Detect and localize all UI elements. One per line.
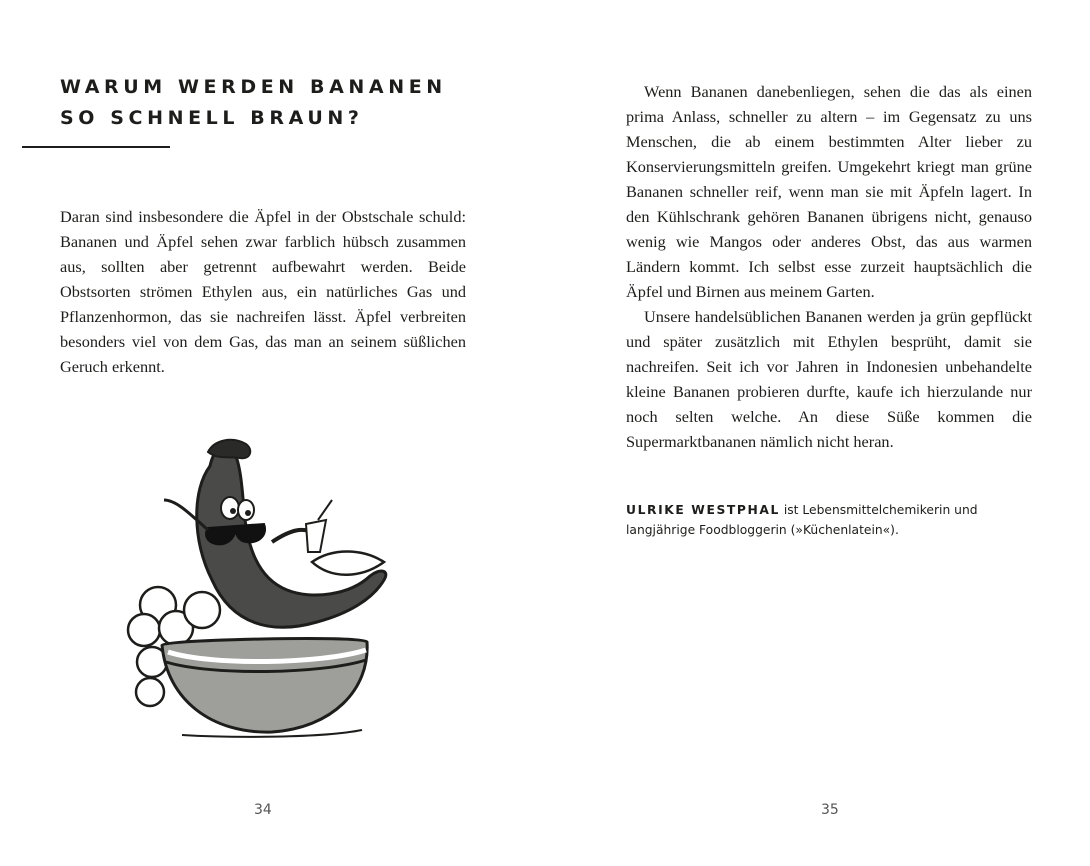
banana-in-fruit-bowl-with-sunglasses-illustration (122, 430, 402, 740)
author-bio: ist Lebensmittelchemikerin und langjährige Foodbloggerin (»Küchenlatein«). (626, 503, 978, 537)
title-line-2: SO SCHNELL BRAUN? (60, 107, 364, 129)
fruit-bowl (162, 639, 367, 733)
author-note (626, 500, 1046, 540)
heading-divider (22, 146, 170, 148)
page-title (60, 72, 500, 134)
body-paragraph-1: Wenn Bananen danebenliegen, sehen die das als einen prima Anlass, schneller zu altern – im Gegensatz zu uns Menschen, die ab einem bestimmten Alter lieber zu Konservierungsmitteln greifen. Umgekehrt kriegt man grüne Bananen schneller reif, wenn man sie mit Äpfeln lagert. In den Kühlschrank gehören Bananen übrigens nicht, genauso wenig wie Mangos oder anderes Obst, das aus warmen Ländern kommt. Ich selbst esse zurzeit hauptsächlich die Äpfel und Birnen aus meinem Garten. (626, 82, 1032, 301)
page-number-right: 35 (821, 802, 839, 818)
banana-eye-left (221, 497, 239, 519)
body-paragraph-2: Unsere handelsüblichen Bananen werden ja grün gepflückt und später zusätzlich mit Ethylen besprüht, damit sie nachreifen. Seit ich vor Jahren in Indonesien unbehandelte kleine Bananen probieren durfte, kaufe ich hierzulande nur noch selten welche. An diese Süße kommen die Supermarktbananen nämlich nicht heran. (626, 307, 1032, 451)
page-number-left: 34 (254, 802, 272, 818)
intro-paragraph: Daran sind insbesondere die Äpfel in der Obstschale schuld: Bananen und Äpfel sehen zwar farblich hübsch zusammen aus, sollten aber getrennt aufbewahrt werden. Beide Obstsorten strömen Ethylen aus, ein natürliches Gas und Pflanzenhormon, das sie nachreifen lässt. Äpfel verbreiten besonders viel von dem Gas, das man an seinem süßlichen Geruch erkennt. (60, 207, 466, 376)
right-column-text (626, 79, 1032, 454)
title-line-1: WARUM WERDEN BANANEN (60, 76, 447, 98)
banana-stem (208, 440, 250, 458)
banana-eye-right (238, 500, 254, 520)
author-name: ULRIKE WESTPHAL (626, 503, 780, 517)
right-page (545, 0, 1090, 866)
fruit-leaf (312, 552, 384, 575)
drink-glass (306, 520, 326, 552)
